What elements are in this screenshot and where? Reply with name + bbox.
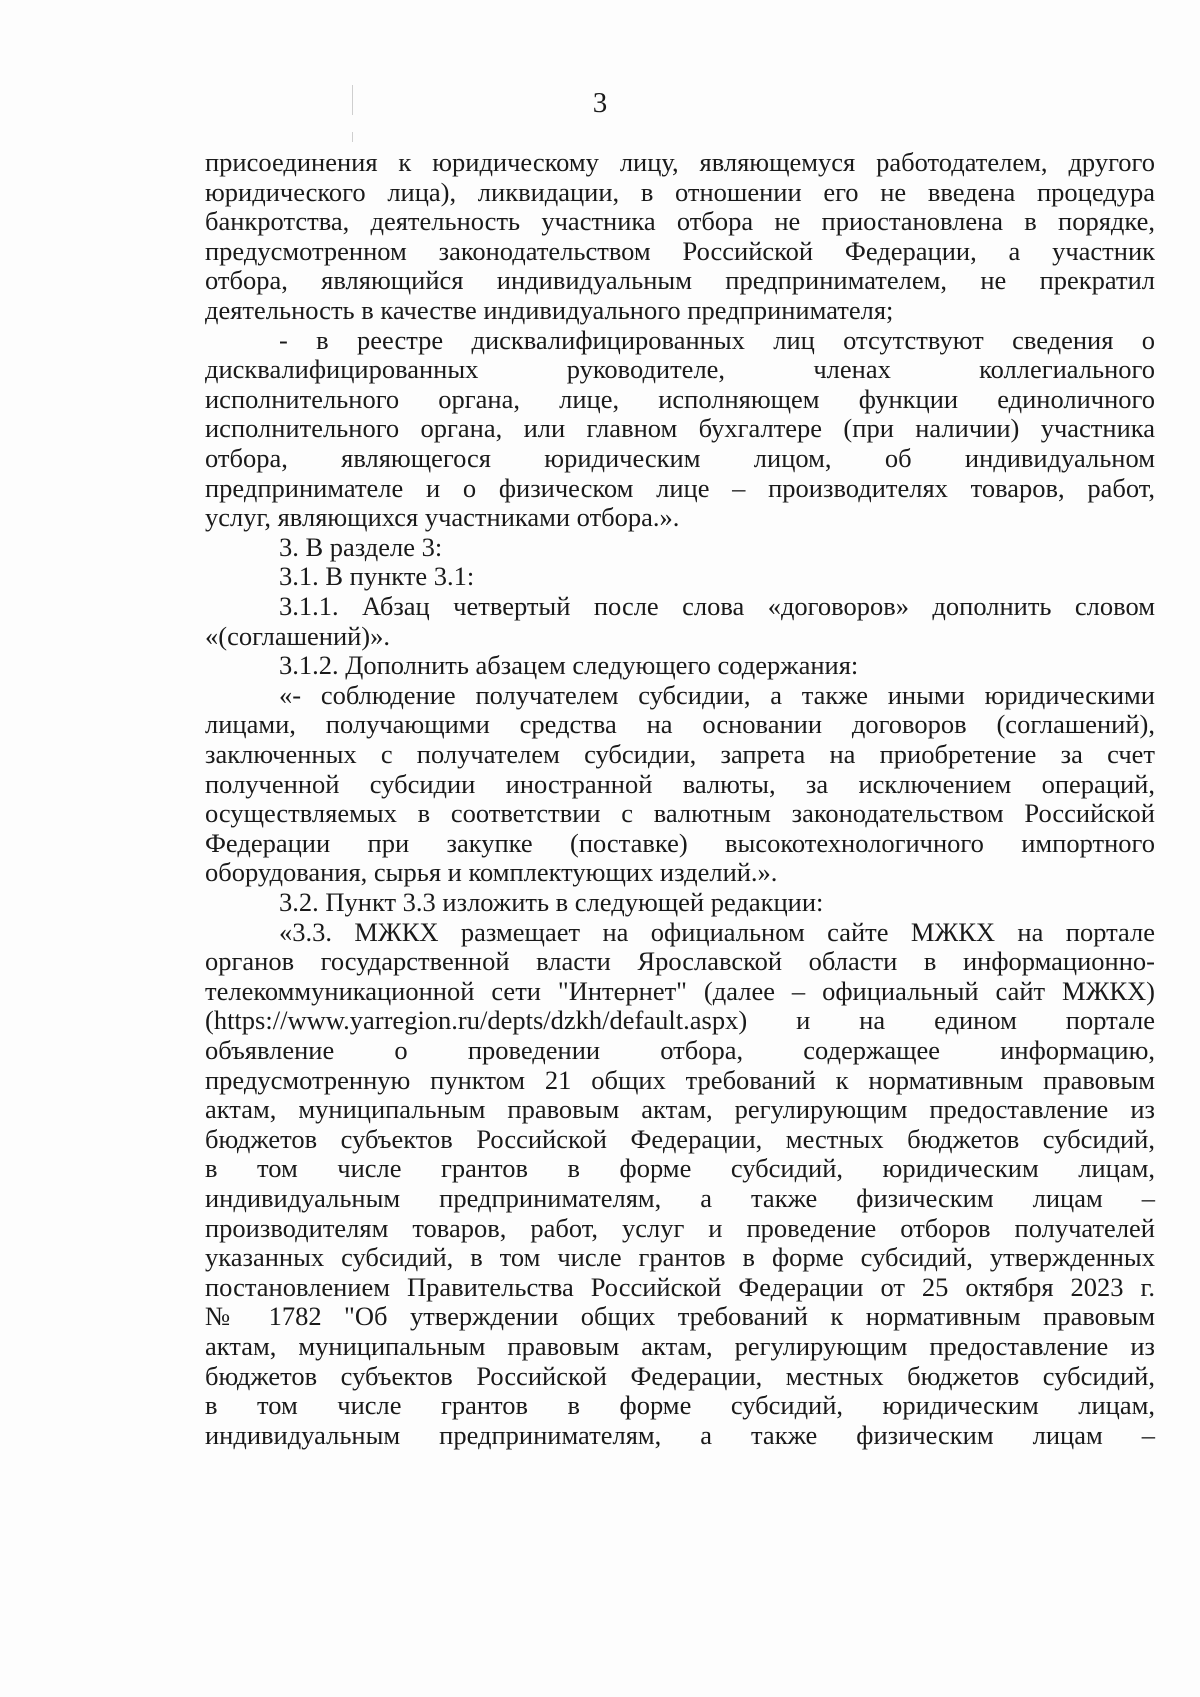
text-line: 3.1. В пункте 3.1:: [279, 561, 475, 592]
text-line: исполнительного органа, или главном бухгалтере (при наличии) участника: [205, 413, 1155, 444]
text-line: предусмотренную пунктом 21 общих требований к нормативным правовым: [205, 1064, 1155, 1095]
text-line: исполнительного органа, лице, исполняющем функции единоличного: [205, 383, 1155, 414]
text-line: предпринимателе и о физическом лице – производителях товаров, работ,: [205, 472, 1155, 503]
text-line: № 1782 "Об утверждении общих требований к нормативным правовым: [205, 1301, 1155, 1332]
text-line: органов государственной власти Ярославской области в информационно-: [205, 946, 1155, 977]
text-line: в том числе грантов в форме субсидий, юридическим лицам,: [205, 1390, 1155, 1421]
text-line: деятельность в качестве индивидуального предпринимателя;: [205, 295, 894, 325]
text-line: дисквалифицированных руководителе, членах коллегиального: [205, 354, 1155, 385]
text-line: актам, муниципальным правовым актам, регулирующим предоставление из: [205, 1331, 1155, 1361]
text-line: лицами, получающими средства на основании договоров (соглашений),: [205, 709, 1155, 740]
text-line: оборудования, сырья и комплектующих изделий.».: [205, 857, 778, 888]
text-line: 3.1.2. Дополнить абзацем следующего содержания:: [279, 650, 859, 681]
text-line: индивидуальным предпринимателям, а также физическим лицам –: [205, 1183, 1155, 1213]
text-line: бюджетов субъектов Российской Федерации, местных бюджетов субсидий,: [205, 1123, 1155, 1154]
text-line: производителям товаров, работ, услуг и проведение отборов получателей: [205, 1212, 1155, 1243]
text-line: указанных субсидий, в том числе грантов в форме субсидий, утвержденных: [205, 1242, 1155, 1273]
text-line: предусмотренном законодательством Российской Федерации, а участник: [205, 235, 1155, 266]
text-line: заключенных с получателем субсидии, запрета на приобретение за счет: [205, 739, 1155, 769]
text-line: присоединения к юридическому лицу, являющемуся работодателем, другого: [205, 147, 1155, 177]
text-line: индивидуальным предпринимателям, а также физическим лицам –: [205, 1419, 1155, 1450]
text-line: полученной субсидии иностранной валюты, за исключением операций,: [205, 768, 1155, 799]
page-number: 3: [592, 87, 608, 119]
text-line: банкротства, деятельность участника отбора не приостановлена в порядке,: [205, 206, 1155, 237]
text-line: постановлением Правительства Российской Федерации от 25 октября 2023 г.: [205, 1271, 1155, 1302]
text-line: услуг, являющихся участниками отбора.».: [205, 502, 680, 533]
text-line: юридического лица), ликвидации, в отношении его не введена процедура: [205, 176, 1155, 207]
text-line: актам, муниципальным правовым актам, регулирующим предоставление из: [205, 1094, 1155, 1125]
text-line: Федерации при закупке (поставке) высокотехнологичного импортного: [205, 827, 1155, 858]
text-line: 3. В разделе 3:: [279, 531, 443, 562]
text-line: телекоммуникационной сети "Интернет" (далее – официальный сайт МЖКХ): [205, 975, 1155, 1006]
text-line: осуществляемых в соответствии с валютным законодательством Российской: [205, 798, 1155, 829]
text-line: 3.1.1. Абзац четвертый после слова «договоров» дополнить словом: [279, 591, 1155, 621]
text-line: «3.3. МЖКХ размещает на официальном сайте МЖКХ на портале: [279, 916, 1155, 947]
text-line: 3.2. Пункт 3.3 изложить в следующей редакции:: [279, 887, 824, 917]
text-line: «- соблюдение получателем субсидии, а также иными юридическими: [279, 679, 1155, 710]
text-line: объявление о проведении отбора, содержащее информацию,: [205, 1035, 1155, 1065]
text-line: «(соглашений)».: [205, 620, 391, 651]
text-line: отбора, являющийся индивидуальным предпринимателем, не прекратил: [205, 265, 1155, 296]
text-line: (https://www.yarregion.ru/depts/dzkh/default.aspx) и на едином портале: [205, 1005, 1155, 1036]
text-line: - в реестре дисквалифицированных лиц отсутствуют сведения о: [279, 324, 1155, 355]
text-line: в том числе грантов в форме субсидий, юридическим лицам,: [205, 1153, 1155, 1184]
text-line: отбора, являющегося юридическим лицом, об индивидуальном: [205, 443, 1155, 473]
text-line: бюджетов субъектов Российской Федерации, местных бюджетов субсидий,: [205, 1360, 1155, 1391]
